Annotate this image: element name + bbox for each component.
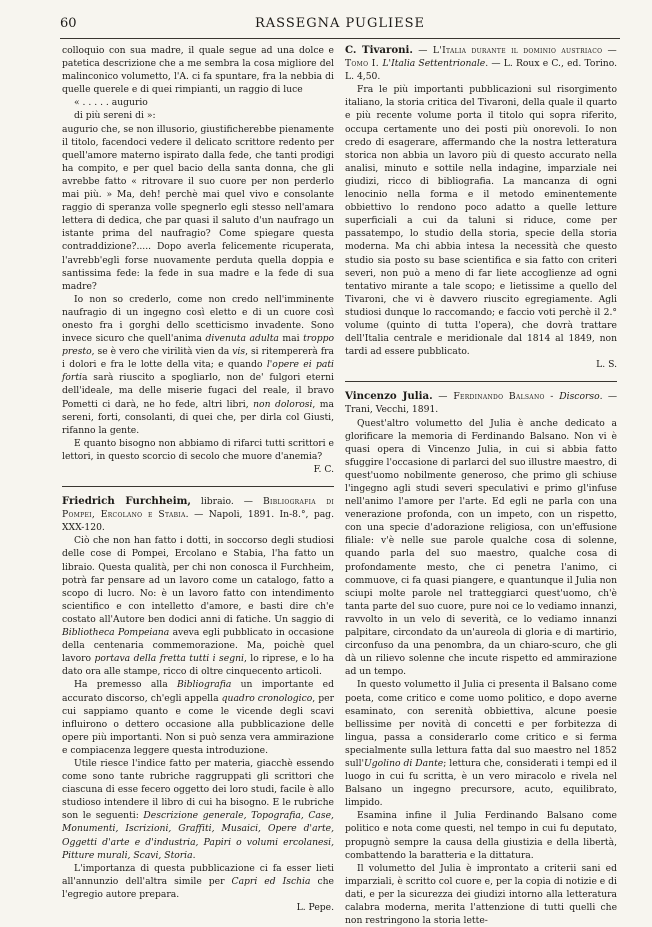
right-paragraph-1: Fra le più importanti pubblicazioni sul risorgimento italiano, la storia critica del Tivaroni, della quale il quarto e più recente volume porta il titolo qui sopra riferito, occupa certamente uno dei posti più onorevoli. Io non credo di esagerare, affermando che la nostra letteratura storica non abbia un lavoro più di questo accurato nella analisi, minuto e sottile nella indagine, imparziale nei giudizi, ricco di bibliografia. La mancanza di ogni lenocinio nella forma e il metodo eminentemente obbiettivo lo rendono poco adatto a quelle letture superficiali a cui da taluni si riduce, come per passatempo, lo studio della storia, specie della storia moderna. Ma chi abbia intesa la necessità che questo studio sia posto su base scientifica e sia fatto con criteri severi, non può a meno di far liete accoglienze ad ogni tentativo mirante a tale scopo; e lietissime a quello del Tivaroni, che vi è davvero riuscito egregiamente. Agli studiosi dunque lo raccomando; e faccio voti perchè il 2.° volume (quinto di tutta l'opera), che dovrà trattare dell'Italia centrale e meridionale dal 1814 al 1849, non tardi ad essere pubblicato.: [345, 84, 617, 358]
right-column: [345, 44, 617, 927]
quoted-verse-line-1: « . . . . . augurio: [74, 97, 148, 109]
review-signature-pepe: L. Pepe.: [296, 902, 334, 913]
review-signature-ls: L. S.: [596, 359, 617, 371]
left-paragraph-8: L'importanza di questa pubblicazione ci fa esser lieti all'annunzio dell'altra simile per Capri ed Ischia che l'egregio autore prepara.: [62, 862, 334, 900]
review-heading-julia: Vincenzo Julia. — Ferdinando Balsano - Discorso. — Trani, Vecchi, 1891.: [345, 390, 618, 416]
right-paragraph-3: In questo volumetto il Julia ci presenta il Balsano come poeta, come critico e come uomo politico, e dopo averne esaminato, con serenità obbiettiva, alcune poesie bellissime per novità di concetti e per forbitezza di lingua, passa a considerarlo come critico e si ferma specialmente sulla lettura fatta dal suo maestro nel 1852 sull'Ugolino di Dante; lettura che, considerati i tempi ed il luogo in cui fu scritta, è un vero miracolo e rivela nel Balsano un ingegno precursore, acuto, equilibrato, limpido.: [345, 679, 617, 809]
running-header: [60, 16, 620, 34]
right-paragraph-5: Il volumetto del Julia è improntato a criterii sani ed imparziali, è scritto col cuore e, per la copia di notizie e di dati, e per la sicurezza dei giudizi intorno alla letteratura calabra moderna, merita l'attenzione di tutti quelli che non restringono la storia lette-: [345, 862, 617, 927]
review-signature-fc: F. C.: [313, 464, 334, 475]
right-paragraph-2: Quest'altro volumetto del Julia è anche dedicato a glorificare la memoria di Ferdinando Balsano. Non vi è quasi opera di Vincenzo Julia, in cui si abbia fatto sfuggire l'occasione di parlarci del suo illustre maestro, di quest'uomo nobilmente generoso, che primo gli schiuse l'ingegno agli studi severi speculativi e primo gl'infuse nell'animo l'amore per l'arte. Ed egli ne parla con una venerazione profonda, con un impeto, con un rispetto, con una specie d'adorazione religiosa, con un'effusione filiale: v'è nelle sue parole qualche cosa di solenne, quando parla del suo maestro, qualche cosa di profondamente mesto, che ci penetra l'animo, ci commuove, ci fa quasi piangere, e quantunque il Julia non sciupi molte parole nel tratteggiarci quest'uomo, ch'è tanta parte del suo cuore, pure noi ce lo vediamo innanzi, ravvolto in un velo di severità, ce lo vediamo innanzi palpitare, circondato da un'aureola di gloria e di martirio, circonfuso da una penombra, da un chiaro-scuro, che gli dà un rilievo solenne che incute rispetto ed ammirazione ad un tempo.: [345, 417, 617, 678]
review-heading-tivaroni: C. Tivaroni. — L'Italia durante il dominio austriaco — Tomo I. L'Italia Settentrionale. — L. Roux e C., ed. Torino. L. 4,50.: [345, 44, 618, 83]
left-paragraph-5: Ciò che non han fatto i dotti, in soccorso degli studiosi delle cose di Pompei, Ercolano e Stabia, l'ha fatto un libraio. Questa qualità, per chi non conosca il Furchheim, potrà far pensare ad un lavoro come un catalogo, fatto a scopo di lucro. No: è un lavoro fatto con intendimento scientifico e con intelletto d'amore, e basti dire ch'e costato all'Autore ben dodici anni di fatiche. Un saggio di Bibliotheca Pompeiana aveva egli pubblicato in occasione della centenaria commemorazione. Ma, poichè quel lavoro portava della fretta tutti i segni, lo riprese, e lo ha dato ora alle stampe, ricco di oltre cinquecento articoli.: [62, 535, 334, 678]
review-separator: [62, 486, 334, 487]
left-column: [62, 44, 334, 914]
left-paragraph-2: augurio che, se non illusorio, giustificherebbe pienamente il titolo, facendoci vedere il delicato scrittore redento per quell'amore materno ispirato dalla fede, che tanti prodigi ha compito, e per quel bacio della santa donna, che gli avrebbe fatto « ritrovare il suo cuore per non perderlo mai più. » Ma, deh! perchè mai quel vivo e consolante raggio di speranza volle spegnerlo egli stesso nell'amara lettera di dedica, che par quasi il saluto d'un naufrago un istante prima del naufragio? Come spiegare questa contraddizione?..... Dopo averla felicemente ricuperata, l'avrebb'egli forse nuovamente perduta quella doppia e santissima fede: la fede in sua madre e la fede di sua madre?: [62, 123, 334, 292]
right-paragraph-4: Esamina infine il Julia Ferdinando Balsano come politico e nota come questi, nel tempo in cui fu deputato, propugnò sempre la causa della giustizia e della libertà, combattendo la baratteria e la dittatura.: [345, 810, 617, 861]
left-paragraph-4: E quanto bisogno non abbiamo di rifarci tutti scrittori e lettori, in questo scorcio di secolo che muore d'anemia?: [62, 437, 334, 462]
quoted-verse-line-2: di più sereni di »:: [74, 110, 156, 122]
review-heading-furchheim: Friedrich Furchheim, libraio. — Bibliografia di Pompei, Ercolano e Stabia. — Napoli, 1891. In-8.°, pag. XXX-120.: [62, 495, 334, 534]
header-rule: [60, 38, 620, 39]
left-paragraph-6: Ha premesso alla Bibliografia un importante ed accurato discorso, ch'egli appella quadro cronologico, per cui sappiamo quanto e come le vicende degli scavi influirono o dettero occasione alla pubblicazione delle opere più importanti. Non si può senza vera ammirazione e compiacenza leggere questa introduzione.: [62, 679, 334, 756]
left-paragraph-7: Utile riesce l'indice fatto per materia, giacchè essendo come sono tante rubriche raggruppati gli scrittori che ciascuna di esse fecero oggetto dei loro studi, facile è allo studioso intendere il libro di cui ha bisogno. E le rubriche son le seguenti: Descrizione generale, Topografia, Case, Monumenti, Iscrizioni, Graffiti, Musaici, Opere d'arte, Oggetti d'arte e d'industria, Papiri o volumi ercolanesi, Pitture murali, Scavi, Storia.: [62, 757, 334, 861]
left-paragraph-1: colloquio con sua madre, il quale segue ad una dolce e patetica descrizione che a me sembra la cosa migliore del malinconico volumetto, l'A. ci fa spuntare, fra la nebbia di quelle querele e di quei rimpianti, un raggio di luce: [62, 45, 334, 96]
page-number: 60: [60, 16, 77, 31]
left-paragraph-3: Io non so crederlo, come non credo nell'imminente naufragio di un ingegno così eletto e di un cuore così onesto fra i gorghi dello scetticismo invadente. Sono invece sicuro che quell'anima divenuta adulta mai troppo presto, se è vero che virilità vien da vis, si ritempererà fra i dolori e fra le lotte della vita; e quando l'opere ei pati fortia sarà riuscito a spogliarlo, non de' fulgori eterni dell'ideale, ma delle miserie fugaci del reale, il bravo Pometti ci darà, ne ho fede, altri libri, non dolorosi, ma sereni, forti, consolanti, di quei che, per dirla col Giusti, rifanno la gente.: [62, 293, 335, 436]
review-separator: [345, 381, 617, 382]
running-title: RASSEGNA PUGLIESE: [254, 16, 426, 31]
